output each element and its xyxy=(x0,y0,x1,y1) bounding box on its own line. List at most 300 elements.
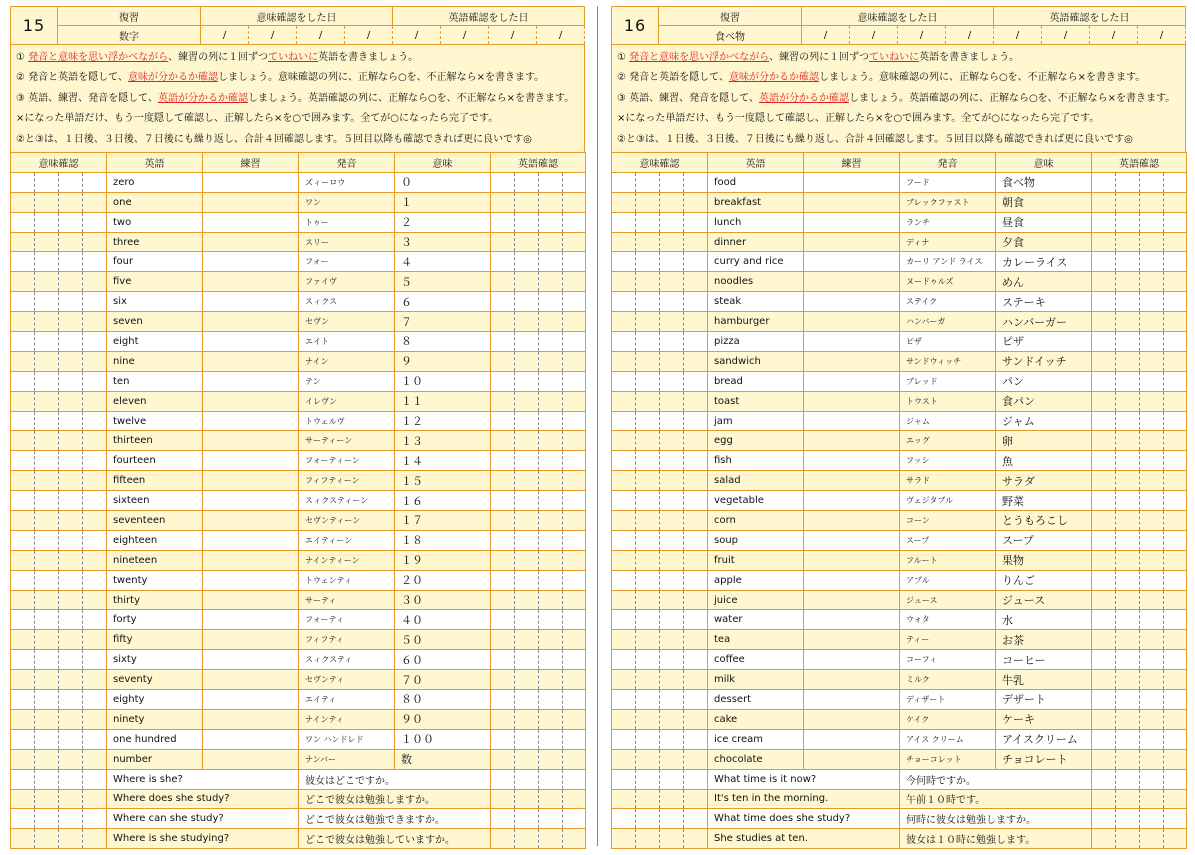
meaning-check-cell[interactable] xyxy=(636,530,660,550)
english-check-cell[interactable] xyxy=(539,769,563,789)
meaning-check-cell[interactable] xyxy=(636,650,660,670)
meaning-check-cell[interactable] xyxy=(660,272,684,292)
meaning-check-cell[interactable] xyxy=(11,630,35,650)
english-check-cell[interactable] xyxy=(515,172,539,192)
meaning-check-cell[interactable] xyxy=(59,491,83,511)
meaning-check-cell[interactable] xyxy=(612,590,636,610)
practice-cell[interactable] xyxy=(804,709,900,729)
meaning-check-cell[interactable] xyxy=(83,391,107,411)
english-check-cell[interactable] xyxy=(1116,690,1140,710)
meaning-check-cell[interactable] xyxy=(612,371,636,391)
english-check-cell[interactable] xyxy=(563,431,586,451)
english-check-cell[interactable] xyxy=(1116,192,1140,212)
meaning-check-cell[interactable] xyxy=(612,809,636,829)
meaning-check-cell[interactable] xyxy=(612,789,636,809)
meaning-check-cell[interactable] xyxy=(35,212,59,232)
meaning-check-cell[interactable] xyxy=(660,351,684,371)
meaning-check-cell[interactable] xyxy=(636,829,660,849)
practice-cell[interactable] xyxy=(203,451,299,471)
meaning-check-cell[interactable] xyxy=(636,809,660,829)
english-check-cell[interactable] xyxy=(491,709,515,729)
practice-cell[interactable] xyxy=(203,332,299,352)
meaning-check-cell[interactable] xyxy=(636,371,660,391)
meaning-check-cell[interactable] xyxy=(11,749,35,769)
english-check-cell[interactable] xyxy=(515,670,539,690)
meaning-check-cell[interactable] xyxy=(684,749,708,769)
english-check-cell[interactable] xyxy=(539,292,563,312)
practice-cell[interactable] xyxy=(804,312,900,332)
english-check-cell[interactable] xyxy=(491,829,515,849)
english-check-cell[interactable] xyxy=(1116,252,1140,272)
english-check-cell[interactable] xyxy=(515,232,539,252)
meaning-check-cell[interactable] xyxy=(660,192,684,212)
english-check-cell[interactable] xyxy=(1164,332,1187,352)
english-check-cell[interactable] xyxy=(1164,829,1187,849)
practice-cell[interactable] xyxy=(804,212,900,232)
practice-cell[interactable] xyxy=(203,690,299,710)
meaning-check-cell[interactable] xyxy=(684,550,708,570)
meaning-check-cell[interactable] xyxy=(660,212,684,232)
meaning-check-cell[interactable] xyxy=(636,232,660,252)
english-check-cell[interactable] xyxy=(1140,630,1164,650)
meaning-check-cell[interactable] xyxy=(59,471,83,491)
english-check-cell[interactable] xyxy=(1116,709,1140,729)
english-check-cell[interactable] xyxy=(539,491,563,511)
practice-cell[interactable] xyxy=(203,391,299,411)
meaning-check-cell[interactable] xyxy=(612,709,636,729)
meaning-check-cell[interactable] xyxy=(35,431,59,451)
meaning-check-cell[interactable] xyxy=(35,809,59,829)
meaning-check-cell[interactable] xyxy=(83,252,107,272)
english-check-cell[interactable] xyxy=(563,749,586,769)
meaning-check-cell[interactable] xyxy=(612,312,636,332)
practice-cell[interactable] xyxy=(203,471,299,491)
meaning-check-cell[interactable] xyxy=(684,670,708,690)
meaning-check-cell[interactable] xyxy=(59,789,83,809)
practice-cell[interactable] xyxy=(203,312,299,332)
english-check-cell[interactable] xyxy=(539,312,563,332)
english-check-cell[interactable] xyxy=(1092,729,1116,749)
english-check-cell[interactable] xyxy=(563,590,586,610)
meaning-check-cell[interactable] xyxy=(660,650,684,670)
meaning-check-cell[interactable] xyxy=(684,769,708,789)
english-check-cell[interactable] xyxy=(1116,431,1140,451)
meaning-check-cell[interactable] xyxy=(636,590,660,610)
meaning-check-cell[interactable] xyxy=(35,670,59,690)
practice-cell[interactable] xyxy=(804,411,900,431)
english-check-cell[interactable] xyxy=(539,809,563,829)
meaning-check-cell[interactable] xyxy=(35,351,59,371)
meaning-check-cell[interactable] xyxy=(636,292,660,312)
english-check-cell[interactable] xyxy=(1140,511,1164,531)
english-check-cell[interactable] xyxy=(1140,650,1164,670)
english-check-cell[interactable] xyxy=(1164,729,1187,749)
meaning-check-cell[interactable] xyxy=(11,590,35,610)
english-check-cell[interactable] xyxy=(1164,411,1187,431)
english-check-cell[interactable] xyxy=(1116,451,1140,471)
meaning-check-cell[interactable] xyxy=(612,172,636,192)
english-check-cell[interactable] xyxy=(515,829,539,849)
english-check-cell[interactable] xyxy=(515,650,539,670)
meaning-check-cell[interactable] xyxy=(684,431,708,451)
english-check-cell[interactable] xyxy=(491,292,515,312)
english-check-cell[interactable] xyxy=(1140,809,1164,829)
english-check-cell[interactable] xyxy=(539,451,563,471)
meaning-check-cell[interactable] xyxy=(59,351,83,371)
english-check-cell[interactable] xyxy=(539,550,563,570)
english-check-cell[interactable] xyxy=(491,252,515,272)
meaning-check-cell[interactable] xyxy=(612,411,636,431)
meaning-check-cell[interactable] xyxy=(35,590,59,610)
english-check-cell[interactable] xyxy=(1092,550,1116,570)
meaning-check-cell[interactable] xyxy=(660,670,684,690)
meaning-check-cell[interactable] xyxy=(636,471,660,491)
meaning-check-cell[interactable] xyxy=(83,332,107,352)
meaning-check-cell[interactable] xyxy=(684,630,708,650)
english-check-cell[interactable] xyxy=(1092,511,1116,531)
english-check-cell[interactable] xyxy=(563,729,586,749)
english-check-cell[interactable] xyxy=(1140,431,1164,451)
meaning-check-cell[interactable] xyxy=(11,511,35,531)
meaning-check-cell[interactable] xyxy=(35,570,59,590)
meaning-check-cell[interactable] xyxy=(11,451,35,471)
meaning-check-cell[interactable] xyxy=(11,351,35,371)
english-check-cell[interactable] xyxy=(1116,650,1140,670)
meaning-check-cell[interactable] xyxy=(35,690,59,710)
meaning-check-cell[interactable] xyxy=(35,252,59,272)
meaning-check-cell[interactable] xyxy=(660,232,684,252)
english-check-cell[interactable] xyxy=(515,610,539,630)
meaning-check-cell[interactable] xyxy=(35,172,59,192)
practice-cell[interactable] xyxy=(804,650,900,670)
meaning-check-cell[interactable] xyxy=(35,650,59,670)
date-field[interactable]: / xyxy=(441,26,489,45)
practice-cell[interactable] xyxy=(203,670,299,690)
meaning-check-cell[interactable] xyxy=(59,232,83,252)
meaning-check-cell[interactable] xyxy=(83,630,107,650)
meaning-check-cell[interactable] xyxy=(83,670,107,690)
english-check-cell[interactable] xyxy=(563,829,586,849)
english-check-cell[interactable] xyxy=(1164,530,1187,550)
english-check-cell[interactable] xyxy=(1092,451,1116,471)
meaning-check-cell[interactable] xyxy=(83,809,107,829)
meaning-check-cell[interactable] xyxy=(59,371,83,391)
english-check-cell[interactable] xyxy=(563,550,586,570)
english-check-cell[interactable] xyxy=(539,590,563,610)
english-check-cell[interactable] xyxy=(1164,630,1187,650)
english-check-cell[interactable] xyxy=(1092,570,1116,590)
meaning-check-cell[interactable] xyxy=(59,709,83,729)
english-check-cell[interactable] xyxy=(1116,590,1140,610)
meaning-check-cell[interactable] xyxy=(636,610,660,630)
meaning-check-cell[interactable] xyxy=(612,351,636,371)
meaning-check-cell[interactable] xyxy=(83,690,107,710)
english-check-cell[interactable] xyxy=(491,411,515,431)
english-check-cell[interactable] xyxy=(1116,749,1140,769)
english-check-cell[interactable] xyxy=(563,511,586,531)
meaning-check-cell[interactable] xyxy=(660,590,684,610)
meaning-check-cell[interactable] xyxy=(660,709,684,729)
meaning-check-cell[interactable] xyxy=(11,332,35,352)
english-check-cell[interactable] xyxy=(563,451,586,471)
meaning-check-cell[interactable] xyxy=(83,709,107,729)
practice-cell[interactable] xyxy=(203,411,299,431)
meaning-check-cell[interactable] xyxy=(636,729,660,749)
meaning-check-cell[interactable] xyxy=(660,769,684,789)
english-check-cell[interactable] xyxy=(1164,232,1187,252)
meaning-check-cell[interactable] xyxy=(612,232,636,252)
meaning-check-cell[interactable] xyxy=(684,690,708,710)
meaning-check-cell[interactable] xyxy=(660,749,684,769)
english-check-cell[interactable] xyxy=(515,431,539,451)
english-check-cell[interactable] xyxy=(1116,411,1140,431)
meaning-check-cell[interactable] xyxy=(59,172,83,192)
english-check-cell[interactable] xyxy=(563,789,586,809)
english-check-cell[interactable] xyxy=(1116,292,1140,312)
english-check-cell[interactable] xyxy=(539,391,563,411)
practice-cell[interactable] xyxy=(804,590,900,610)
english-check-cell[interactable] xyxy=(539,371,563,391)
meaning-check-cell[interactable] xyxy=(59,451,83,471)
english-check-cell[interactable] xyxy=(1116,312,1140,332)
english-check-cell[interactable] xyxy=(515,550,539,570)
meaning-check-cell[interactable] xyxy=(612,491,636,511)
meaning-check-cell[interactable] xyxy=(636,570,660,590)
english-check-cell[interactable] xyxy=(1092,630,1116,650)
english-check-cell[interactable] xyxy=(563,709,586,729)
meaning-check-cell[interactable] xyxy=(660,371,684,391)
meaning-check-cell[interactable] xyxy=(83,172,107,192)
english-check-cell[interactable] xyxy=(515,590,539,610)
english-check-cell[interactable] xyxy=(515,570,539,590)
meaning-check-cell[interactable] xyxy=(59,530,83,550)
meaning-check-cell[interactable] xyxy=(11,690,35,710)
meaning-check-cell[interactable] xyxy=(11,371,35,391)
english-check-cell[interactable] xyxy=(515,312,539,332)
meaning-check-cell[interactable] xyxy=(684,212,708,232)
meaning-check-cell[interactable] xyxy=(684,312,708,332)
meaning-check-cell[interactable] xyxy=(83,789,107,809)
english-check-cell[interactable] xyxy=(515,332,539,352)
practice-cell[interactable] xyxy=(203,232,299,252)
meaning-check-cell[interactable] xyxy=(59,729,83,749)
english-check-cell[interactable] xyxy=(1140,789,1164,809)
english-check-cell[interactable] xyxy=(1092,590,1116,610)
meaning-check-cell[interactable] xyxy=(660,172,684,192)
meaning-check-cell[interactable] xyxy=(660,471,684,491)
meaning-check-cell[interactable] xyxy=(59,192,83,212)
english-check-cell[interactable] xyxy=(539,650,563,670)
meaning-check-cell[interactable] xyxy=(35,829,59,849)
meaning-check-cell[interactable] xyxy=(35,332,59,352)
practice-cell[interactable] xyxy=(203,650,299,670)
english-check-cell[interactable] xyxy=(1140,670,1164,690)
english-check-cell[interactable] xyxy=(563,212,586,232)
meaning-check-cell[interactable] xyxy=(636,312,660,332)
english-check-cell[interactable] xyxy=(1092,471,1116,491)
english-check-cell[interactable] xyxy=(1164,491,1187,511)
practice-cell[interactable] xyxy=(203,630,299,650)
english-check-cell[interactable] xyxy=(1092,670,1116,690)
practice-cell[interactable] xyxy=(804,570,900,590)
meaning-check-cell[interactable] xyxy=(660,809,684,829)
english-check-cell[interactable] xyxy=(491,511,515,531)
english-check-cell[interactable] xyxy=(1140,332,1164,352)
english-check-cell[interactable] xyxy=(539,272,563,292)
english-check-cell[interactable] xyxy=(563,491,586,511)
english-check-cell[interactable] xyxy=(1092,769,1116,789)
practice-cell[interactable] xyxy=(804,511,900,531)
english-check-cell[interactable] xyxy=(1164,769,1187,789)
meaning-check-cell[interactable] xyxy=(35,471,59,491)
practice-cell[interactable] xyxy=(804,431,900,451)
english-check-cell[interactable] xyxy=(1092,431,1116,451)
meaning-check-cell[interactable] xyxy=(59,650,83,670)
meaning-check-cell[interactable] xyxy=(59,809,83,829)
meaning-check-cell[interactable] xyxy=(11,809,35,829)
meaning-check-cell[interactable] xyxy=(612,610,636,630)
meaning-check-cell[interactable] xyxy=(83,769,107,789)
english-check-cell[interactable] xyxy=(539,670,563,690)
english-check-cell[interactable] xyxy=(563,610,586,630)
meaning-check-cell[interactable] xyxy=(59,272,83,292)
practice-cell[interactable] xyxy=(804,172,900,192)
english-check-cell[interactable] xyxy=(1164,471,1187,491)
meaning-check-cell[interactable] xyxy=(612,630,636,650)
meaning-check-cell[interactable] xyxy=(11,292,35,312)
meaning-check-cell[interactable] xyxy=(684,530,708,550)
meaning-check-cell[interactable] xyxy=(660,491,684,511)
english-check-cell[interactable] xyxy=(1164,252,1187,272)
meaning-check-cell[interactable] xyxy=(684,590,708,610)
english-check-cell[interactable] xyxy=(491,232,515,252)
english-check-cell[interactable] xyxy=(515,212,539,232)
meaning-check-cell[interactable] xyxy=(11,252,35,272)
english-check-cell[interactable] xyxy=(491,530,515,550)
meaning-check-cell[interactable] xyxy=(660,332,684,352)
meaning-check-cell[interactable] xyxy=(612,292,636,312)
english-check-cell[interactable] xyxy=(1092,292,1116,312)
english-check-cell[interactable] xyxy=(1140,451,1164,471)
english-check-cell[interactable] xyxy=(1092,172,1116,192)
english-check-cell[interactable] xyxy=(1140,212,1164,232)
meaning-check-cell[interactable] xyxy=(684,451,708,471)
practice-cell[interactable] xyxy=(203,431,299,451)
english-check-cell[interactable] xyxy=(563,809,586,829)
english-check-cell[interactable] xyxy=(1164,431,1187,451)
english-check-cell[interactable] xyxy=(1164,709,1187,729)
english-check-cell[interactable] xyxy=(1140,729,1164,749)
english-check-cell[interactable] xyxy=(491,351,515,371)
english-check-cell[interactable] xyxy=(491,471,515,491)
meaning-check-cell[interactable] xyxy=(35,192,59,212)
meaning-check-cell[interactable] xyxy=(636,252,660,272)
meaning-check-cell[interactable] xyxy=(83,212,107,232)
english-check-cell[interactable] xyxy=(1140,172,1164,192)
meaning-check-cell[interactable] xyxy=(83,471,107,491)
english-check-cell[interactable] xyxy=(515,809,539,829)
english-check-cell[interactable] xyxy=(1140,411,1164,431)
meaning-check-cell[interactable] xyxy=(83,729,107,749)
meaning-check-cell[interactable] xyxy=(684,829,708,849)
english-check-cell[interactable] xyxy=(539,172,563,192)
meaning-check-cell[interactable] xyxy=(636,550,660,570)
meaning-check-cell[interactable] xyxy=(612,769,636,789)
english-check-cell[interactable] xyxy=(539,690,563,710)
english-check-cell[interactable] xyxy=(1164,690,1187,710)
meaning-check-cell[interactable] xyxy=(612,650,636,670)
meaning-check-cell[interactable] xyxy=(612,829,636,849)
meaning-check-cell[interactable] xyxy=(11,610,35,630)
meaning-check-cell[interactable] xyxy=(660,610,684,630)
meaning-check-cell[interactable] xyxy=(35,272,59,292)
english-check-cell[interactable] xyxy=(491,729,515,749)
date-field[interactable]: / xyxy=(1090,26,1138,45)
meaning-check-cell[interactable] xyxy=(59,511,83,531)
english-check-cell[interactable] xyxy=(1092,272,1116,292)
practice-cell[interactable] xyxy=(804,232,900,252)
practice-cell[interactable] xyxy=(203,491,299,511)
english-check-cell[interactable] xyxy=(515,371,539,391)
meaning-check-cell[interactable] xyxy=(35,511,59,531)
meaning-check-cell[interactable] xyxy=(59,391,83,411)
meaning-check-cell[interactable] xyxy=(660,391,684,411)
meaning-check-cell[interactable] xyxy=(612,252,636,272)
english-check-cell[interactable] xyxy=(539,212,563,232)
meaning-check-cell[interactable] xyxy=(83,511,107,531)
practice-cell[interactable] xyxy=(203,511,299,531)
english-check-cell[interactable] xyxy=(1116,351,1140,371)
meaning-check-cell[interactable] xyxy=(660,431,684,451)
english-check-cell[interactable] xyxy=(539,411,563,431)
english-check-cell[interactable] xyxy=(1140,749,1164,769)
meaning-check-cell[interactable] xyxy=(83,411,107,431)
date-field[interactable]: / xyxy=(1138,26,1186,45)
meaning-check-cell[interactable] xyxy=(11,491,35,511)
english-check-cell[interactable] xyxy=(563,570,586,590)
english-check-cell[interactable] xyxy=(491,670,515,690)
english-check-cell[interactable] xyxy=(1092,491,1116,511)
english-check-cell[interactable] xyxy=(1140,570,1164,590)
practice-cell[interactable] xyxy=(804,292,900,312)
english-check-cell[interactable] xyxy=(491,451,515,471)
english-check-cell[interactable] xyxy=(1092,252,1116,272)
english-check-cell[interactable] xyxy=(563,351,586,371)
meaning-check-cell[interactable] xyxy=(59,670,83,690)
meaning-check-cell[interactable] xyxy=(59,829,83,849)
english-check-cell[interactable] xyxy=(1164,670,1187,690)
meaning-check-cell[interactable] xyxy=(59,292,83,312)
meaning-check-cell[interactable] xyxy=(684,272,708,292)
english-check-cell[interactable] xyxy=(1164,192,1187,212)
meaning-check-cell[interactable] xyxy=(660,550,684,570)
english-check-cell[interactable] xyxy=(491,491,515,511)
practice-cell[interactable] xyxy=(203,252,299,272)
meaning-check-cell[interactable] xyxy=(35,371,59,391)
english-check-cell[interactable] xyxy=(539,789,563,809)
meaning-check-cell[interactable] xyxy=(684,232,708,252)
english-check-cell[interactable] xyxy=(1116,530,1140,550)
meaning-check-cell[interactable] xyxy=(83,312,107,332)
meaning-check-cell[interactable] xyxy=(59,312,83,332)
english-check-cell[interactable] xyxy=(1092,809,1116,829)
meaning-check-cell[interactable] xyxy=(660,530,684,550)
practice-cell[interactable] xyxy=(804,332,900,352)
meaning-check-cell[interactable] xyxy=(684,650,708,670)
meaning-check-cell[interactable] xyxy=(684,252,708,272)
english-check-cell[interactable] xyxy=(515,471,539,491)
meaning-check-cell[interactable] xyxy=(59,570,83,590)
